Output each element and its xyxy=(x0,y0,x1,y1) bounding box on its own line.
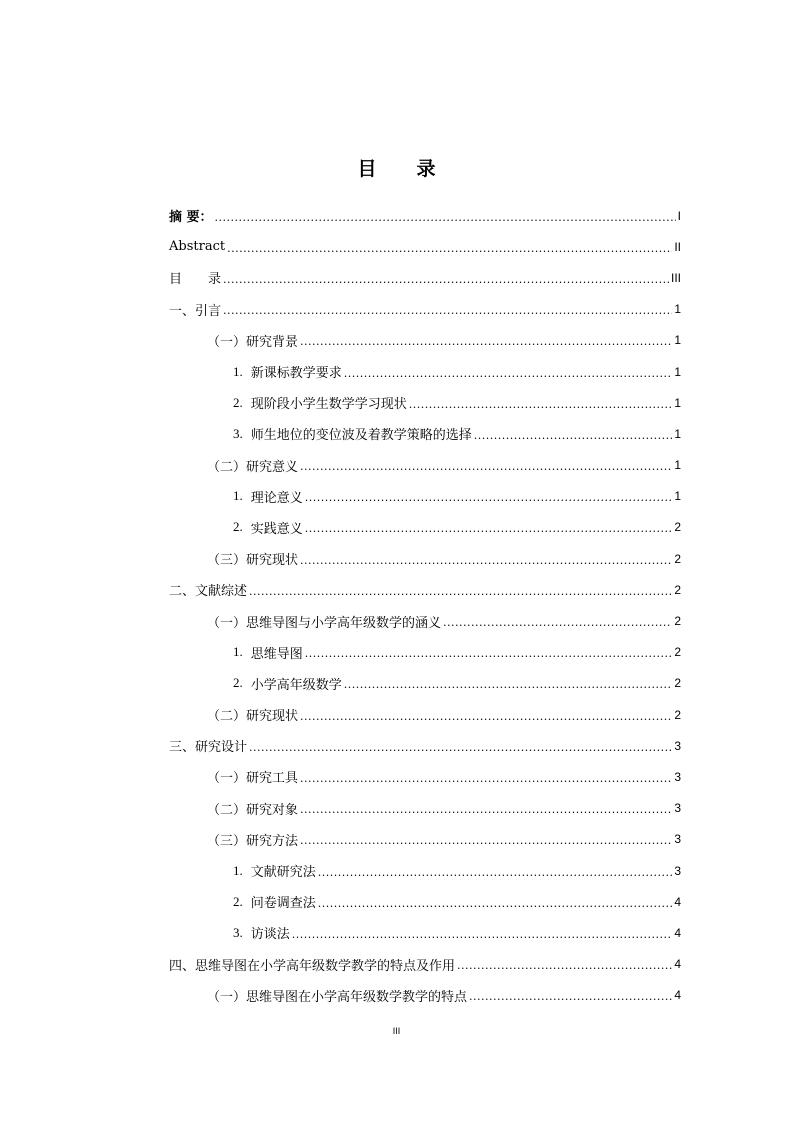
toc-entry-number: 2. xyxy=(233,675,243,691)
toc-entry-page: II xyxy=(674,239,681,254)
toc-entry[interactable] xyxy=(169,231,681,262)
toc-entry-page: 1 xyxy=(674,302,681,317)
toc-entry[interactable] xyxy=(169,512,681,543)
toc-entry-page: 1 xyxy=(674,333,681,348)
toc-leader-dots xyxy=(227,240,672,254)
toc-leader-dots xyxy=(305,489,673,503)
toc-entry-page: 2 xyxy=(674,551,681,566)
toc-leader-dots xyxy=(300,770,672,784)
toc-entry[interactable] xyxy=(169,637,681,668)
toc-entry-label: 小学高年级数学 xyxy=(250,677,342,693)
toc-entry[interactable] xyxy=(169,980,681,1011)
toc-entry-number: 2. xyxy=(233,893,243,909)
toc-entry-page: 4 xyxy=(674,988,681,1003)
toc-entry-label: 四、思维导图在小学高年级数学教学的特点及作用 xyxy=(169,958,456,974)
toc-entry[interactable] xyxy=(169,886,681,917)
toc-entry-label: 一、引言 xyxy=(169,303,222,319)
toc-entry[interactable] xyxy=(169,949,681,980)
toc-entry[interactable] xyxy=(169,761,681,792)
toc-entry[interactable] xyxy=(169,668,681,699)
toc-entry-page: 3 xyxy=(674,832,681,847)
toc-entry[interactable] xyxy=(169,543,681,574)
toc-entry-page: 2 xyxy=(674,645,681,660)
toc-entry[interactable] xyxy=(169,917,681,948)
toc-entry-label: （一）思维导图在小学高年级数学教学的特点 xyxy=(207,989,468,1005)
toc-leader-dots xyxy=(300,458,672,472)
toc-leader-dots xyxy=(300,832,672,846)
toc-entry-page: 2 xyxy=(674,676,681,691)
toc-entry-label: 问卷调查法 xyxy=(250,896,316,912)
toc-entry-label: 实践意义 xyxy=(250,521,303,537)
toc-entry-page: 3 xyxy=(674,801,681,816)
footer-page-number: III xyxy=(392,1026,401,1036)
title-part-2: 录 xyxy=(416,158,436,180)
toc-entry-page: 3 xyxy=(674,863,681,878)
toc-entry-label: 摘 要： xyxy=(169,210,213,226)
toc-leader-dots xyxy=(318,895,673,909)
toc-entry-page: 4 xyxy=(674,957,681,972)
toc-entry-label: 新课标教学要求 xyxy=(250,366,342,382)
toc-leader-dots xyxy=(223,271,669,285)
toc-entry-page: 2 xyxy=(674,707,681,722)
page-title xyxy=(0,154,793,181)
toc-entry-number: 3. xyxy=(233,425,243,441)
toc-entry-label: 三、研究设计 xyxy=(169,740,248,756)
toc-leader-dots xyxy=(249,583,672,597)
toc-entry[interactable] xyxy=(169,387,681,418)
toc-entry-page: 4 xyxy=(674,894,681,909)
toc-leader-dots xyxy=(474,427,673,441)
toc-entry-label: （一）思维导图与小学高年级数学的涵义 xyxy=(207,615,442,631)
toc-entry-label: （二）研究意义 xyxy=(207,459,299,475)
toc-entry-page: 2 xyxy=(674,582,681,597)
toc-entry-label: （一）研究背景 xyxy=(207,334,299,350)
toc-entry-page: 3 xyxy=(674,738,681,753)
toc-leader-dots xyxy=(318,864,673,878)
toc-entry-page: 1 xyxy=(674,426,681,441)
toc-entry-label: （三）研究方法 xyxy=(207,833,299,849)
toc-entry-label: 目 录 xyxy=(169,272,222,288)
toc-entry-label: （二）研究现状 xyxy=(207,709,299,725)
toc-entry-number: 1. xyxy=(233,363,243,379)
toc-entry[interactable] xyxy=(169,450,681,481)
toc-entry[interactable] xyxy=(169,481,681,512)
toc-entry[interactable] xyxy=(169,574,681,605)
toc-leader-dots xyxy=(344,676,673,690)
toc-entry-page: 3 xyxy=(674,769,681,784)
toc-leader-dots xyxy=(409,396,673,410)
toc-entry-page: III xyxy=(670,270,681,285)
table-of-contents xyxy=(169,200,681,1011)
toc-leader-dots xyxy=(300,801,672,815)
toc-entry[interactable] xyxy=(169,418,681,449)
toc-entry-number: 3. xyxy=(233,924,243,940)
title-part-1: 目 xyxy=(357,158,377,180)
toc-leader-dots xyxy=(457,957,672,971)
toc-entry[interactable] xyxy=(169,325,681,356)
toc-entry-page: 4 xyxy=(674,925,681,940)
toc-leader-dots xyxy=(469,988,672,1002)
toc-entry[interactable] xyxy=(169,855,681,886)
toc-leader-dots xyxy=(344,365,673,379)
toc-entry-page: 2 xyxy=(674,614,681,629)
toc-entry-label: 思维导图 xyxy=(250,646,303,662)
toc-entry[interactable] xyxy=(169,262,681,293)
toc-leader-dots xyxy=(292,926,673,940)
toc-entry-page: 1 xyxy=(674,489,681,504)
toc-leader-dots xyxy=(443,614,672,628)
toc-entry-number: 1. xyxy=(233,488,243,504)
toc-entry-number: 1. xyxy=(233,644,243,660)
toc-entry-number: 2. xyxy=(233,519,243,535)
toc-entry[interactable] xyxy=(169,730,681,761)
toc-entry-label: 二、文献综述 xyxy=(169,584,248,600)
toc-entry[interactable] xyxy=(169,824,681,855)
toc-entry-page: I xyxy=(677,208,681,223)
toc-entry-label: （一）研究工具 xyxy=(207,771,299,787)
toc-entry[interactable] xyxy=(169,294,681,325)
toc-entry-label: （二）研究对象 xyxy=(207,802,299,818)
toc-leader-dots xyxy=(305,520,673,534)
toc-entry[interactable] xyxy=(169,356,681,387)
toc-leader-dots xyxy=(215,209,676,223)
toc-entry[interactable] xyxy=(169,200,681,231)
toc-entry-page: 1 xyxy=(674,364,681,379)
toc-entry-label: Abstract xyxy=(169,239,226,255)
toc-entry[interactable] xyxy=(169,793,681,824)
toc-entry-label: 访谈法 xyxy=(250,927,290,943)
toc-entry-number: 2. xyxy=(233,394,243,410)
toc-entry-label: 理论意义 xyxy=(250,490,303,506)
toc-leader-dots xyxy=(300,708,672,722)
toc-entry-label: 现阶段小学生数学学习现状 xyxy=(250,397,407,413)
toc-leader-dots xyxy=(223,302,672,316)
toc-entry-label: （三）研究现状 xyxy=(207,553,299,569)
toc-leader-dots xyxy=(305,645,673,659)
toc-entry-number: 1. xyxy=(233,862,243,878)
toc-entry-page: 1 xyxy=(674,458,681,473)
toc-leader-dots xyxy=(249,739,672,753)
toc-leader-dots xyxy=(300,552,672,566)
toc-entry[interactable] xyxy=(169,699,681,730)
toc-entry-label: 文献研究法 xyxy=(250,865,316,881)
toc-entry-page: 1 xyxy=(674,395,681,410)
toc-entry[interactable] xyxy=(169,605,681,636)
toc-entry-label: 师生地位的变位波及着教学策略的选择 xyxy=(250,428,472,444)
toc-leader-dots xyxy=(300,333,672,347)
toc-entry-page: 2 xyxy=(674,520,681,535)
